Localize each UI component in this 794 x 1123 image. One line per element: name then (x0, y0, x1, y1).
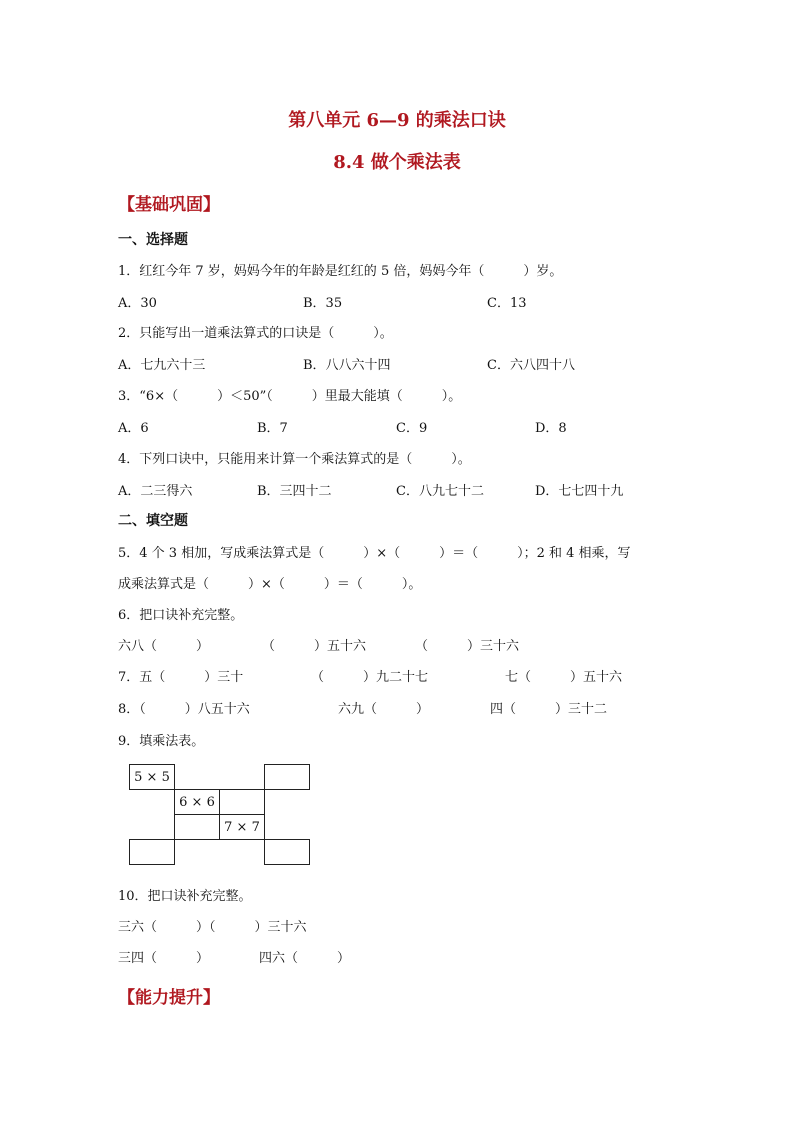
grid-cell-6x6: 6 × 6 (174, 789, 220, 815)
question-1: 1．红红今年 7 岁，妈妈今年的年龄是红红的 5 倍，妈妈今年（ ）岁。 (118, 264, 563, 279)
question-3: 3．“6×（ ）＜50”（ ）里最大能填（ ）。 (118, 389, 462, 404)
q7-item-2: （ ）九二十七 (311, 670, 429, 685)
grid-cell-5x5: 5 × 5 (129, 764, 175, 790)
question-5-line-2: 成乘法算式是（ ）×（ ）＝（ ）。 (118, 577, 422, 592)
section-basic: 【基础巩固】 (118, 195, 220, 215)
q4-option-d: D．七七四十九 (535, 484, 624, 499)
document-title: 第八单元 6—9 的乘法口诀 (288, 110, 506, 131)
part1-heading: 一、选择题 (118, 232, 188, 248)
q8-item-2: 六九（ ） (338, 702, 430, 717)
grid-cell-empty (264, 839, 310, 865)
question-4: 4．下列口诀中，只能用来计算一个乘法算式的是（ ）。 (118, 452, 471, 467)
q6-item-1: 六八（ ） (118, 639, 210, 654)
q8-item-3: 四（ ）三十二 (490, 702, 608, 717)
q2-option-c: C．六八四十八 (487, 358, 575, 373)
question-5-line-1: 5．4 个 3 相加，写成乘法算式是（ ）×（ ）＝（ ）；2 和 4 相乘，写 (118, 546, 631, 561)
q4-option-b: B．三四十二 (257, 484, 332, 499)
q2-option-a: A．七九六十三 (118, 358, 206, 373)
question-9: 9．填乘法表。 (118, 734, 205, 749)
lesson-subtitle: 8.4 做个乘法表 (333, 152, 461, 173)
question-2: 2．只能写出一道乘法算式的口诀是（ ）。 (118, 326, 393, 341)
q10-item-3: 四六（ ） (259, 951, 351, 966)
q3-option-a: A．6 (118, 421, 149, 436)
question-10: 10．把口诀补充完整。 (118, 889, 252, 904)
q2-option-b: B．八八六十四 (303, 358, 391, 373)
q3-option-d: D．8 (535, 421, 567, 436)
part2-heading: 二、填空题 (118, 513, 188, 529)
grid-cell-empty (129, 839, 175, 865)
q7-item-1: 7．五（ ）三十 (118, 670, 244, 685)
q1-option-b: B．35 (303, 296, 343, 311)
q1-option-c: C．13 (487, 296, 527, 311)
q3-option-c: C．9 (396, 421, 428, 436)
grid-cell-7x7: 7 × 7 (219, 814, 265, 840)
q4-option-a: A．二三得六 (118, 484, 193, 499)
q6-item-2: （ ）五十六 (262, 639, 367, 654)
q10-item-2: 三四（ ） (118, 951, 210, 966)
q7-item-3: 七（ ）五十六 (505, 670, 623, 685)
q1-option-a: A．30 (118, 296, 157, 311)
q6-item-3: （ ）三十六 (415, 639, 520, 654)
q4-option-c: C．八九七十二 (396, 484, 484, 499)
question-6: 6．把口诀补充完整。 (118, 608, 244, 623)
grid-cell-empty (219, 789, 265, 815)
q3-option-b: B．7 (257, 421, 288, 436)
grid-cell-empty (174, 814, 220, 840)
q10-item-1: 三六（ ）（ ）三十六 (118, 920, 307, 935)
grid-cell-empty (264, 764, 310, 790)
q8-item-1: 8．（ ）八五十六 (118, 702, 250, 717)
section-advanced: 【能力提升】 (118, 988, 220, 1008)
